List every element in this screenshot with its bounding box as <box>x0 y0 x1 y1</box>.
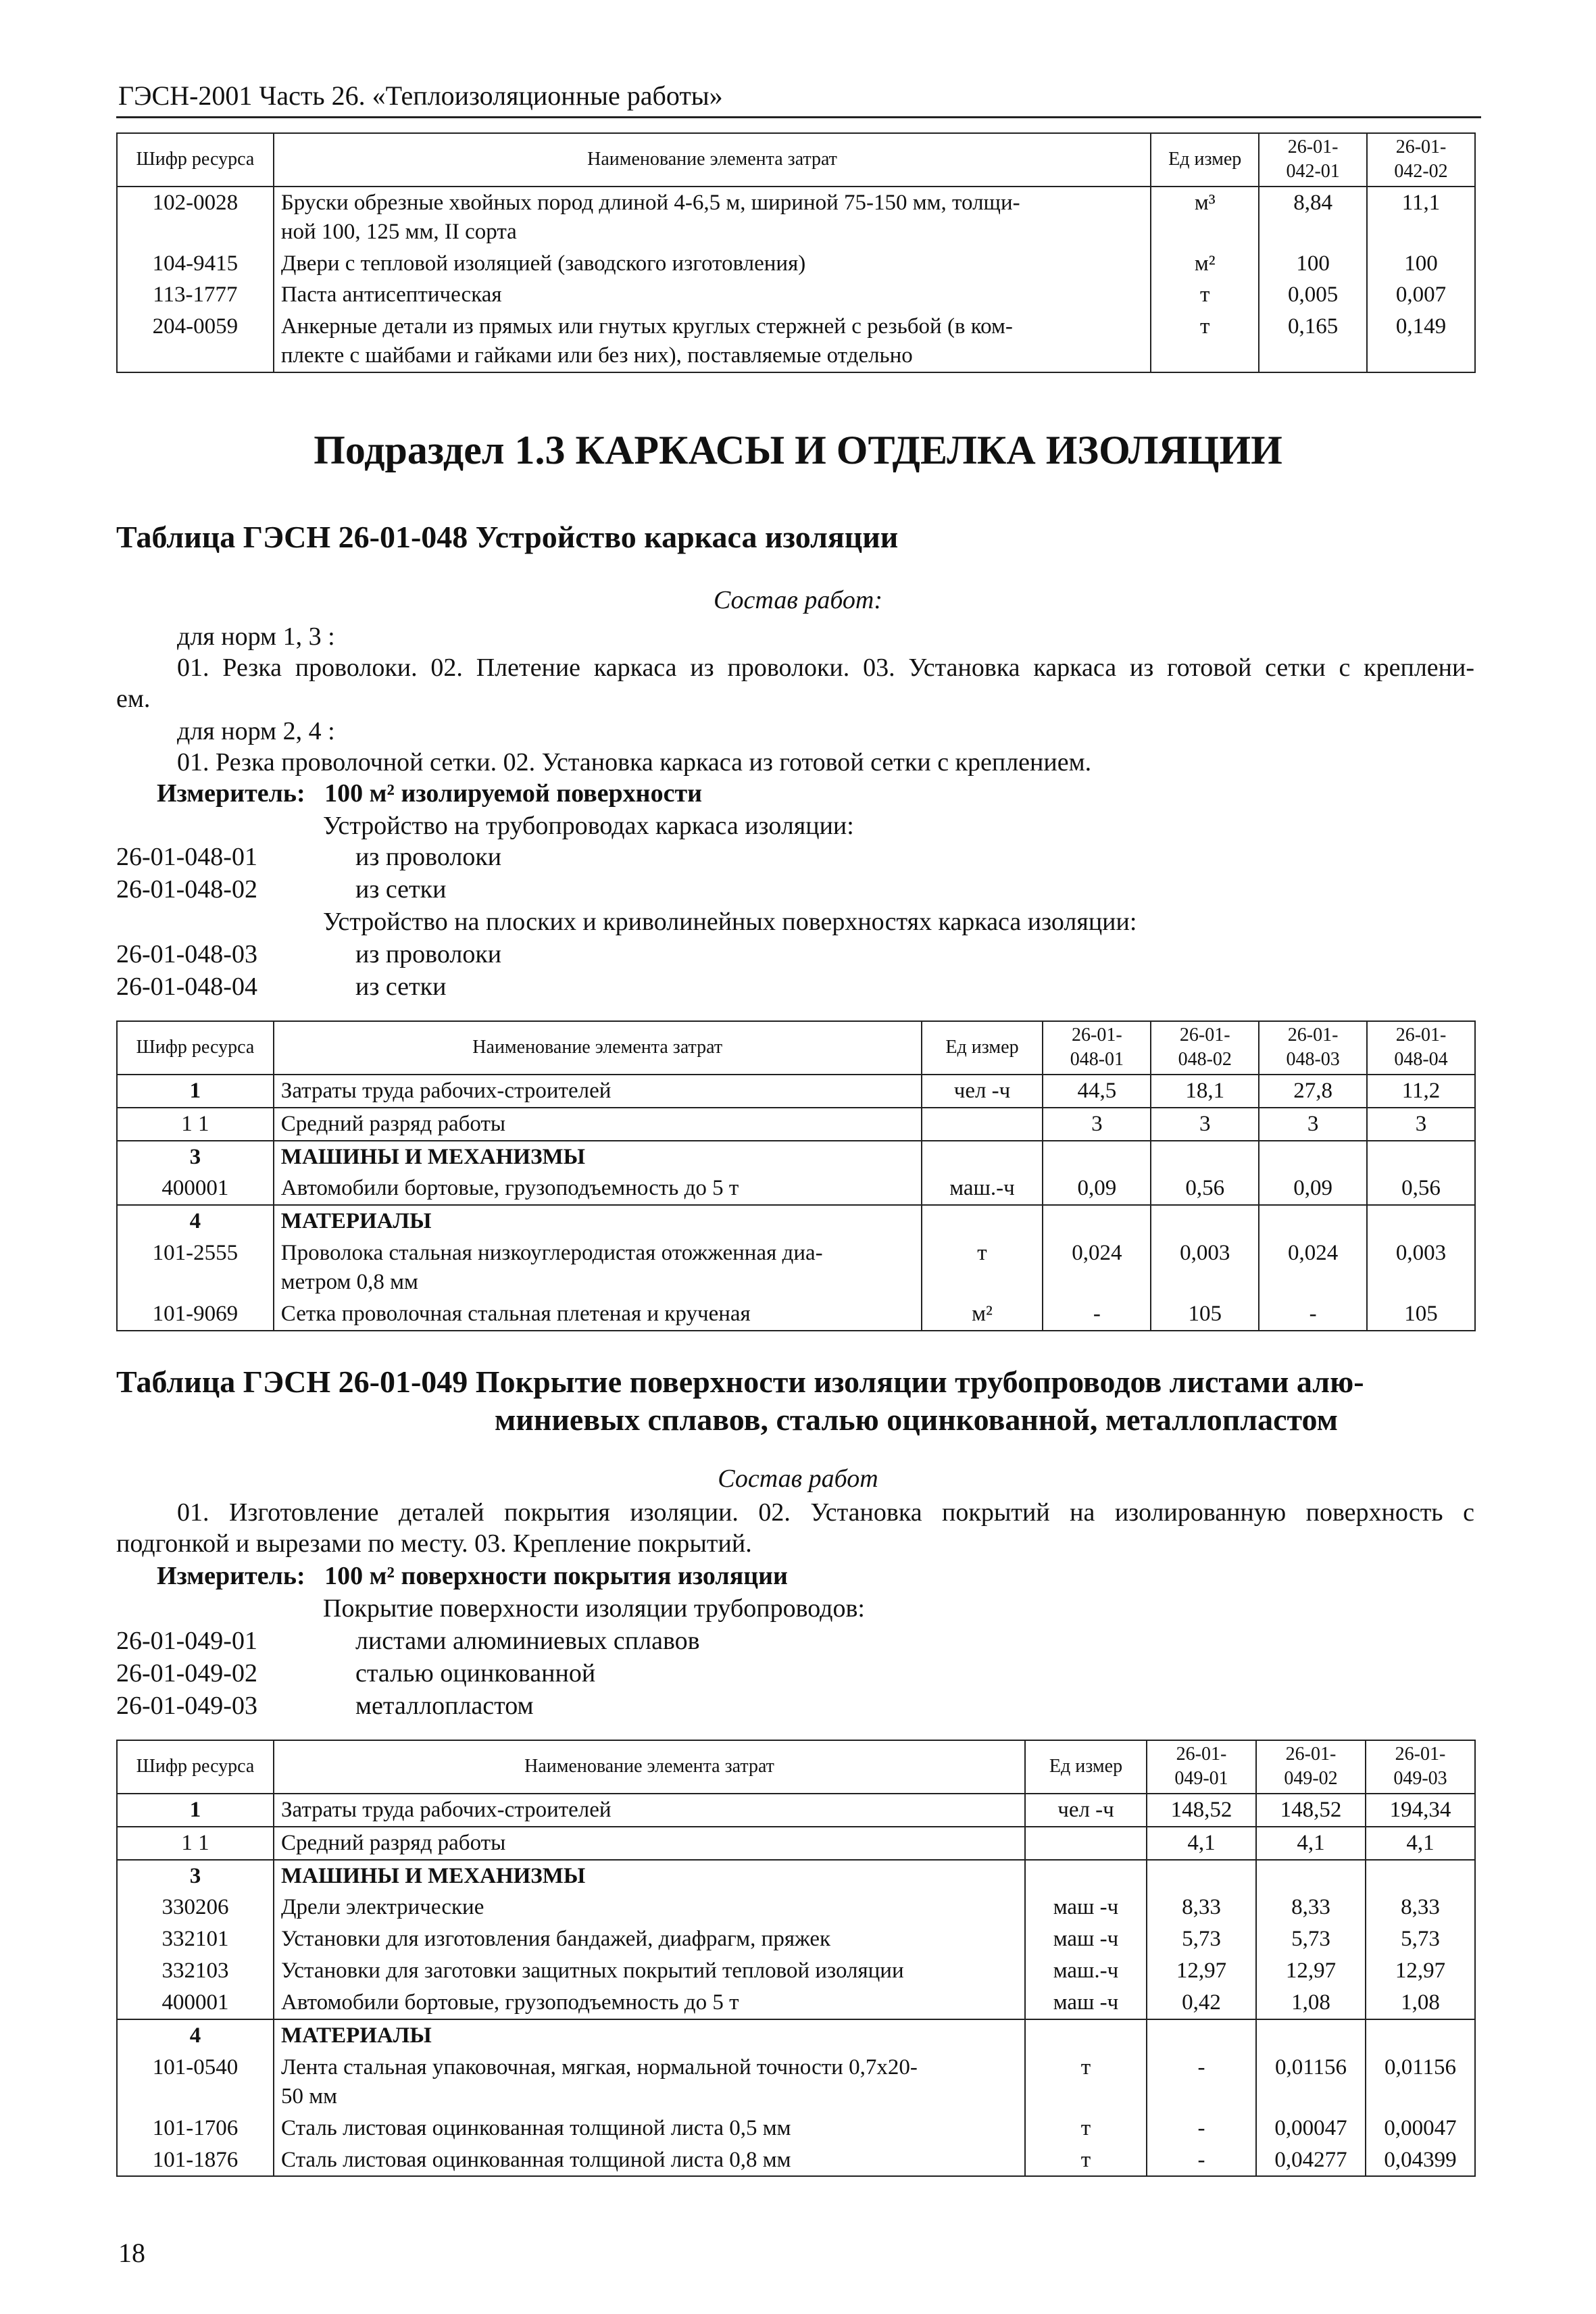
col-header-code: Шифр ресурса <box>117 1740 274 1794</box>
col-header-norm: 26-01- 042-02 <box>1367 133 1475 187</box>
table-row: 113-1777 Паста антисептическая т 0,005 0,007 <box>117 279 1475 311</box>
norm-code: 26-01-048-03 <box>116 940 257 968</box>
group-title-049: Покрытие поверхности изоляции трубопроводов: <box>323 1594 865 1623</box>
norms-2-4-text: 01. Резка проволочной сетки. 02. Установка каркаса из готовой сетки с креплением. <box>177 748 1092 777</box>
page-number: 18 <box>118 2238 145 2268</box>
resource-table-048 <box>116 1020 1476 1331</box>
norm-label: из сетки <box>355 875 447 904</box>
table-row: 204-0059 Анкерные детали из прямых или гнутых круглых стержней с резьбой (в ком- плекте с шайбами и гайками или без них), поставляемые отдельно т 0,165 0,149 <box>117 311 1475 372</box>
norm-code: 26-01-049-01 <box>116 1627 257 1655</box>
norm-label: листами алюминиевых сплавов <box>355 1627 700 1655</box>
col-header-norm: 26-01- 048-02 <box>1151 1021 1259 1075</box>
table-row: 101-1706 Сталь листовая оцинкованная толщиной листа 0,5 мм т - 0,00047 0,00047 <box>117 2113 1475 2144</box>
table-049-title-cont: миниевых сплавов, сталью оцинкованной, металлопластом <box>495 1402 1338 1437</box>
norms-2-4-label: для норм 2, 4 : <box>177 717 335 745</box>
col-header-name: Наименование элемента затрат <box>274 1021 922 1075</box>
composition-text-049-cont: подгонкой и вырезами по месту. 03. Крепление покрытий. <box>116 1529 752 1558</box>
col-header-norm: 26-01- 048-03 <box>1259 1021 1367 1075</box>
table-row: 330206 Дрели электрические маш -ч 8,33 8,33 8,33 <box>117 1892 1475 1923</box>
resource-table-042 <box>116 132 1476 373</box>
table-header-row <box>117 1021 1475 1075</box>
norm-code: 26-01-048-01 <box>116 843 257 871</box>
group-title-surfaces: Устройство на плоских и криволинейных поверхностях каркаса изоляции: <box>323 908 1137 936</box>
section-row: 4 МАТЕРИАЛЫ <box>117 1205 1475 1237</box>
norm-label: металлопластом <box>355 1692 534 1720</box>
col-header-name: Наименование элемента затрат <box>274 133 1151 187</box>
composition-title-048: Состав работ: <box>713 586 883 614</box>
section-row: 3 МАШИНЫ И МЕХАНИЗМЫ <box>117 1860 1475 1892</box>
col-header-name: Наименование элемента затрат <box>274 1740 1025 1794</box>
table-header-row <box>117 133 1475 187</box>
table-header-row <box>117 1740 1475 1794</box>
resource-table-049 <box>116 1740 1476 2177</box>
norms-1-3-label: для норм 1, 3 : <box>177 622 335 651</box>
norm-label: из сетки <box>355 973 447 1001</box>
table-row: 332103 Установки для заготовки защитных покрытий тепловой изоляции маш.-ч 12,97 12,97 12,97 <box>117 1955 1475 1987</box>
col-header-norm: 26-01- 049-03 <box>1366 1740 1475 1794</box>
table-row: 1 1 Средний разряд работы 3 3 3 3 <box>117 1108 1475 1141</box>
table-row: 1 1 Средний разряд работы 4,1 4,1 4,1 <box>117 1827 1475 1860</box>
col-header-norm: 26-01- 048-01 <box>1043 1021 1151 1075</box>
norm-code: 26-01-049-02 <box>116 1659 257 1688</box>
table-049-title: Таблица ГЭСН 26-01-049 Покрытие поверхности изоляции трубопроводов листами алю- <box>116 1364 1364 1399</box>
section-row: 4 МАТЕРИАЛЫ <box>117 2019 1475 2052</box>
col-header-code: Шифр ресурса <box>117 1021 274 1075</box>
meter-line-049: Измеритель: 100 м² поверхности покрытия изоляции <box>157 1562 788 1590</box>
table-row: 101-1876 Сталь листовая оцинкованная толщиной листа 0,8 мм т - 0,04277 0,04399 <box>117 2144 1475 2177</box>
col-header-norm: 26-01- 049-02 <box>1256 1740 1366 1794</box>
table-048-title: Таблица ГЭСН 26-01-048 Устройство каркаса изоляции <box>116 520 899 554</box>
running-header: ГЭСН-2001 Часть 26. «Теплоизоляционные работы» <box>118 80 723 111</box>
norm-code: 26-01-049-03 <box>116 1692 257 1720</box>
table-row: 1 Затраты труда рабочих-строителей чел -ч 44,5 18,1 27,8 11,2 <box>117 1075 1475 1108</box>
table-row: 101-9069 Сетка проволочная стальная плетеная и крученая м² - 105 - 105 <box>117 1298 1475 1331</box>
table-row: 101-2555 Проволока стальная низкоуглеродистая отожженная диа- метром 0,8 мм т 0,024 0,003 0,024 0,003 <box>117 1237 1475 1298</box>
col-header-norm: 26-01- 048-04 <box>1367 1021 1475 1075</box>
col-header-norm: 26-01- 042-01 <box>1259 133 1367 187</box>
table-row: 104-9415 Двери с тепловой изоляцией (заводского изготовления) м² 100 100 <box>117 248 1475 280</box>
norm-label: сталью оцинкованной <box>355 1659 596 1688</box>
table-row: 400001 Автомобили бортовые, грузоподъемность до 5 т маш -ч 0,42 1,08 1,08 <box>117 1987 1475 2019</box>
norm-code: 26-01-048-04 <box>116 973 257 1001</box>
norm-code: 26-01-048-02 <box>116 875 257 904</box>
col-header-norm: 26-01- 049-01 <box>1147 1740 1256 1794</box>
table-row: 101-0540 Лента стальная упаковочная, мягкая, нормальной точности 0,7х20- 50 мм т - 0,01156 0,01156 <box>117 2052 1475 2113</box>
table-row: 102-0028 Бруски обрезные хвойных пород длиной 4-6,5 м, шириной 75-150 мм, толщи- ной 100, 125 мм, II сорта м³ 8,84 11,1 <box>117 187 1475 248</box>
norms-1-3-text-cont: ем. <box>116 685 151 713</box>
norm-label: из проволоки <box>355 843 502 871</box>
composition-text-049: 01. Изготовление деталей покрытия изоляции. 02. Установка покрытий на изолированную поверхность с <box>177 1498 1474 1527</box>
col-header-code: Шифр ресурса <box>117 133 274 187</box>
col-header-unit: Ед измер <box>1025 1740 1147 1794</box>
group-title-pipes: Устройство на трубопроводах каркаса изоляции: <box>323 812 854 840</box>
norm-label: из проволоки <box>355 940 502 968</box>
header-rule <box>116 116 1481 118</box>
col-header-unit: Ед измер <box>922 1021 1043 1075</box>
table-row: 400001 Автомобили бортовые, грузоподъемность до 5 т маш.-ч 0,09 0,56 0,09 0,56 <box>117 1173 1475 1205</box>
table-row: 332101 Установки для изготовления бандажей, диафрагм, пряжек маш -ч 5,73 5,73 5,73 <box>117 1923 1475 1955</box>
col-header-unit: Ед измер <box>1151 133 1259 187</box>
section-row: 3 МАШИНЫ И МЕХАНИЗМЫ <box>117 1141 1475 1173</box>
table-row: 1 Затраты труда рабочих-строителей чел -ч 148,52 148,52 194,34 <box>117 1794 1475 1827</box>
meter-line-048: Измеритель: 100 м² изолируемой поверхности <box>157 779 703 808</box>
composition-title-049: Состав работ <box>718 1464 878 1493</box>
norms-1-3-text: 01. Резка проволоки. 02. Плетение каркаса из проволоки. 03. Установка каркаса из готовой сетки с креплени- <box>177 654 1474 682</box>
subsection-title: Подраздел 1.3 КАРКАСЫ И ОТДЕЛКА ИЗОЛЯЦИИ <box>314 428 1282 472</box>
